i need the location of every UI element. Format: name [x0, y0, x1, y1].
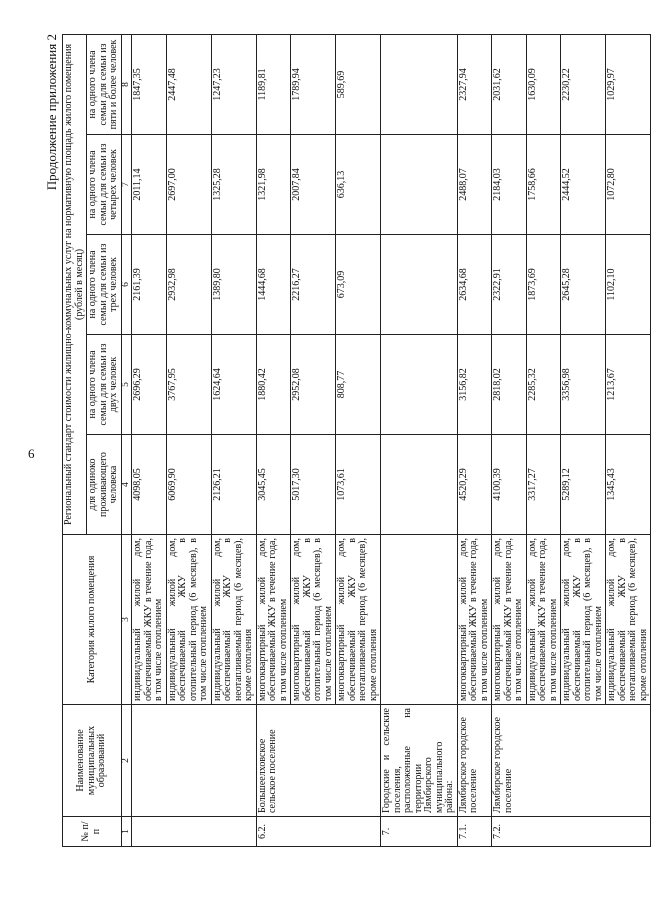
row-name: Городские и сельские поселения, расположенные на территории Лямбирского муниципального района: — [381, 705, 458, 817]
row-category: многоквартирный жилой дом, обеспечиваемый ЖКУ в неотапливаемый период (6 месяцев), кроме отопления — [336, 535, 381, 705]
row-name — [132, 705, 257, 817]
value-cell: 636,13 — [336, 135, 381, 235]
row-category: многоквартирный жилой дом, обеспечиваемый ЖКУ в течение года, в том числе отоплением — [457, 535, 492, 705]
index-cell: 3 — [121, 535, 132, 705]
value-cell: 3767,95 — [166, 335, 211, 435]
value-cell: 2327,94 — [457, 34, 492, 134]
value-cell: 808,77 — [336, 335, 381, 435]
table-row — [381, 34, 458, 846]
row-name: Большеелховское сельское поселение — [256, 705, 381, 817]
value-cell: 2634,68 — [457, 235, 492, 335]
value-cell: 3317,27 — [526, 435, 561, 535]
value-cell — [381, 235, 458, 335]
value-cell: 1444,68 — [256, 235, 291, 335]
row-category: индивидуальный жилой дом, обеспечиваемый ЖКУ в отопительный период (6 месяцев), в том числе отоплением — [561, 535, 606, 705]
row-name: Лямбирское городское поселение — [457, 705, 492, 817]
row-category: индивидуальный жилой дом, обеспечиваемый ЖКУ в неотапливаемый период (6 месяцев), кроме отопления — [606, 535, 651, 705]
value-cell — [381, 135, 458, 235]
value-cell — [381, 34, 458, 134]
header-num: № п/п — [63, 817, 122, 847]
header-col7: на одного члена семьи для семьи из четырех человек — [87, 135, 122, 235]
value-cell: 1321,98 — [256, 135, 291, 235]
row-num: 7.1. — [457, 817, 492, 847]
value-cell — [381, 435, 458, 535]
row-category: индивидуальный жилой дом, обеспечиваемый ЖКУ в течение года, в том числе отоплением — [526, 535, 561, 705]
row-num: 6.2. — [256, 817, 381, 847]
value-cell: 1073,61 — [336, 435, 381, 535]
value-cell: 1345,43 — [606, 435, 651, 535]
value-cell: 2696,29 — [132, 335, 167, 435]
index-cell: 4 — [121, 435, 132, 535]
index-cell: 6 — [121, 235, 132, 335]
header-col8: на одного члена семьи для семьи из пяти и более человек — [87, 34, 122, 134]
header-col5: на одного члена семьи для семьи из двух человек — [87, 335, 122, 435]
table-row — [256, 34, 291, 846]
value-cell: 2011,14 — [132, 135, 167, 235]
value-cell: 2184,03 — [492, 135, 527, 235]
value-cell: 2007,84 — [291, 135, 336, 235]
value-cell: 2952,08 — [291, 335, 336, 435]
value-cell: 2126,21 — [211, 435, 256, 535]
row-category: индивидуальный жилой дом, обеспечиваемый ЖКУ в отопительный период (6 месяцев), в том числе отоплением — [166, 535, 211, 705]
value-cell: 1029,97 — [606, 34, 651, 134]
value-cell: 1072,80 — [606, 135, 651, 235]
value-cell: 2322,91 — [492, 235, 527, 335]
value-cell: 3045,45 — [256, 435, 291, 535]
value-cell: 1213,67 — [606, 335, 651, 435]
value-cell: 2697,00 — [166, 135, 211, 235]
table-row — [457, 34, 492, 846]
index-cell: 1 — [121, 817, 132, 847]
appendix-title: Продолжение приложения 2 — [44, 34, 59, 191]
value-cell: 4100,39 — [492, 435, 527, 535]
value-cell: 1880,42 — [256, 335, 291, 435]
value-cell: 1873,69 — [526, 235, 561, 335]
row-category: индивидуальный жилой дом, обеспечиваемый ЖКУ в неотапливаемый период (6 месяцев), кроме отопления — [211, 535, 256, 705]
value-cell: 1389,80 — [211, 235, 256, 335]
value-cell: 2216,27 — [291, 235, 336, 335]
row-category: многоквартирный жилой дом, обеспечиваемый ЖКУ в течение года, в том числе отоплением — [492, 535, 527, 705]
header-standard: Региональный стандарт стоимости жилищно-коммунальных услуг на нормативную площадь жилого помещения (рублей в месяц) — [63, 34, 87, 534]
index-cell: 7 — [121, 135, 132, 235]
table-row — [492, 34, 527, 846]
value-cell: 2645,28 — [561, 235, 606, 335]
table-row — [132, 34, 167, 846]
value-cell: 5289,12 — [561, 435, 606, 535]
page-number: 6 — [28, 446, 35, 461]
row-category: многоквартирный жилой дом, обеспечиваемый ЖКУ в течение года, в том числе отоплением — [256, 535, 291, 705]
value-cell: 2932,98 — [166, 235, 211, 335]
value-cell: 3156,82 — [457, 335, 492, 435]
value-cell: 673,09 — [336, 235, 381, 335]
row-category — [381, 535, 458, 705]
header-col6: на одного члена семьи для семьи из трех человек — [87, 235, 122, 335]
standards-table — [62, 34, 651, 847]
header-category: Категория жилого помещения — [63, 535, 122, 705]
index-cell: 8 — [121, 34, 132, 134]
value-cell: 1624,64 — [211, 335, 256, 435]
value-cell: 3356,98 — [561, 335, 606, 435]
value-cell: 1630,09 — [526, 34, 561, 134]
value-cell: 2031,62 — [492, 34, 527, 134]
header-col4: для одиноко проживающего человека — [87, 435, 122, 535]
value-cell: 2230,22 — [561, 34, 606, 134]
value-cell — [381, 335, 458, 435]
value-cell: 1325,28 — [211, 135, 256, 235]
value-cell: 5017,30 — [291, 435, 336, 535]
row-num — [132, 817, 257, 847]
row-num: 7. — [381, 817, 458, 847]
value-cell: 4520,29 — [457, 435, 492, 535]
value-cell: 1247,23 — [211, 34, 256, 134]
value-cell: 2818,02 — [492, 335, 527, 435]
value-cell: 2447,48 — [166, 34, 211, 134]
row-category: многоквартирный жилой дом, обеспечиваемый ЖКУ в отопительный период (6 месяцев), в том числе отоплением — [291, 535, 336, 705]
value-cell: 2444,52 — [561, 135, 606, 235]
index-cell: 5 — [121, 335, 132, 435]
value-cell: 4098,05 — [132, 435, 167, 535]
value-cell: 1102,10 — [606, 235, 651, 335]
index-cell: 2 — [121, 705, 132, 817]
header-name: Наименование муниципальных образований — [63, 705, 122, 817]
value-cell: 589,69 — [336, 34, 381, 134]
value-cell: 1758,66 — [526, 135, 561, 235]
value-cell: 1847,35 — [132, 34, 167, 134]
index-row — [121, 34, 132, 846]
row-name: Лямбирское городское поселение — [492, 705, 651, 817]
value-cell: 2161,39 — [132, 235, 167, 335]
value-cell: 2488,07 — [457, 135, 492, 235]
header-row-1 — [63, 34, 87, 846]
value-cell: 6069,90 — [166, 435, 211, 535]
value-cell: 1189,81 — [256, 34, 291, 134]
value-cell: 1789,94 — [291, 34, 336, 134]
row-category: индивидуальный жилой дом, обеспечиваемый ЖКУ в течение года, в том числе отоплением — [132, 535, 167, 705]
value-cell: 2285,32 — [526, 335, 561, 435]
row-num: 7.2. — [492, 817, 651, 847]
